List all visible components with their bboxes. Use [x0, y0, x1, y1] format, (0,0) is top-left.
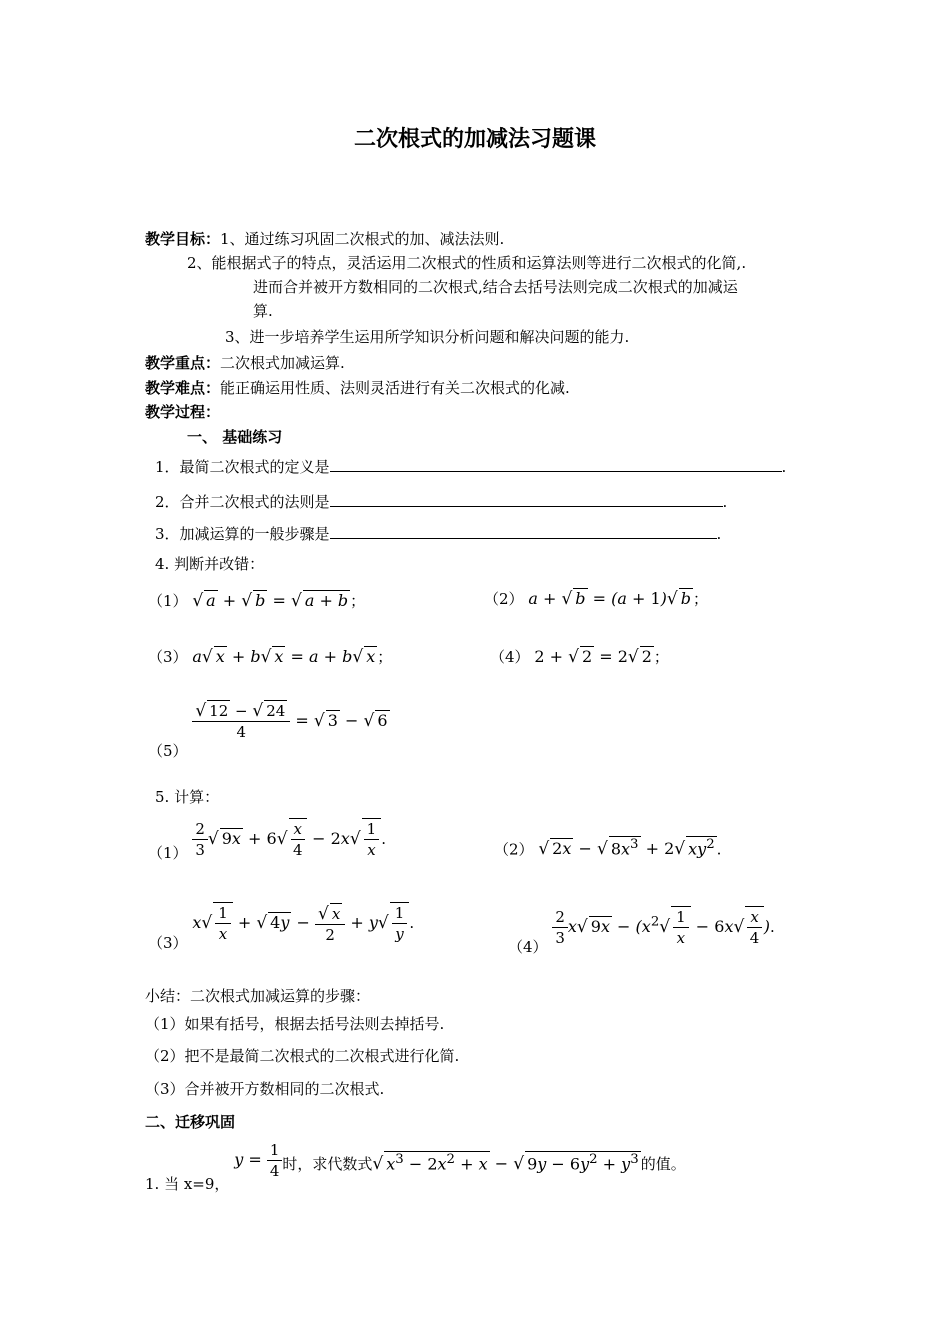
process-label: 教学过程： [145, 403, 221, 421]
objective-2-line3: 算. [253, 302, 273, 320]
summary-heading: 小结：二次根式加减运算的步骤： [145, 987, 371, 1005]
q4-item-4-label: （4） [490, 648, 530, 666]
q4-item-1: （1） √ a + √ b = √ a + b ； [148, 591, 366, 611]
objectives-label: 教学目标： [145, 230, 221, 248]
objective-3: 3、进一步培养学生运用所学知识分析问题和解决问题的能力. [225, 328, 630, 346]
question-1 [155, 456, 786, 477]
summary-step-3: （3）合并被开方数相同的二次根式. [145, 1080, 385, 1098]
q5-item-4: （4） $\frac{2}{3}$ x√ $9x - (x^2√$ $\frac{1}{x}$ − 6x√ $\frac{x}{4}$ ). [508, 908, 775, 956]
question-2 [155, 491, 727, 512]
question-4: 4. 判断并改错： [155, 555, 265, 573]
question-3 [155, 523, 721, 544]
period: . [722, 493, 728, 511]
q5-item-3-label: （3） [148, 934, 188, 952]
summary-step-1: （1）如果有括号，根据去括号法则去掉括号. [145, 1015, 445, 1033]
answer-blank-2[interactable] [330, 492, 723, 507]
key-point-text: 二次根式加减运算. [220, 354, 345, 372]
q4-item-5-label: （5） [148, 741, 188, 760]
q4-item-3-formula: a√ x + b√ x = a + b√ x [192, 647, 376, 667]
page-title: 二次根式的加减法习题课 [353, 127, 596, 152]
summary-step-2: （2）把不是最简二次根式的二次根式进行化简. [145, 1047, 460, 1065]
objective-1: 1、通过练习巩固二次根式的加、减法法则. [220, 230, 505, 248]
question-1-text: 1．最简二次根式的定义是 [155, 458, 330, 476]
question-3-text: 3．加减运算的一般步骤是 [155, 525, 330, 543]
objective-2-line1: 2、能根据式子的特点，灵活运用二次根式的性质和运算法则等进行二次根式的化简,. [187, 254, 747, 272]
section1-heading: 一、 基础练习 [187, 428, 283, 446]
q5-item-2: （2） √ 2x − √ $8x^3 + 2√$ $xy^2$ . [494, 837, 722, 860]
difficulty-label: 教学难点： [145, 379, 221, 397]
q5-item-3: （3） x√ $\frac{1}{x}$ + √ 4y − $\frac{√ x}{2}$ + y√ $\frac{1}{y}$ . [148, 903, 415, 952]
q4-item-2-label: （2） [484, 590, 524, 608]
q4-item-1-label: （1） [148, 592, 188, 610]
q4-item-2: （2） a + √ b = (a + 1)√ b ； [484, 589, 709, 609]
q5-item-3-formula: x√ $\frac{1}{x}$ + √ 4y − $\frac{√ x}{2}$ + y√ $\frac{1}{y}$ [192, 913, 409, 932]
q5-item-4-formula: $\frac{2}{3}$ x√ $9x - (x^2√$ $\frac{1}{x}$ − 6x√ $\frac{x}{4}$ ) [552, 917, 770, 936]
q5-item-1-label: （1） [148, 844, 188, 862]
section2-heading: 二、迁移巩固 [145, 1113, 236, 1131]
section2-q1-suffix: 的值。 [640, 1155, 686, 1173]
period: . [716, 525, 722, 543]
period: . [781, 458, 787, 476]
q4-item-4-formula: 2 + √ 2 = 2√ 2 [534, 647, 652, 667]
q5-item-1: （1） $\frac{2}{3}$ √ 9x + 6√ $\frac{x}{4}$ − 2x√ $\frac{1}{x}$ . [148, 820, 386, 862]
key-point-label: 教学重点： [145, 354, 221, 372]
difficulty [145, 377, 570, 398]
objectives-line1 [145, 228, 504, 249]
question-5: 5. 计算： [155, 788, 220, 806]
answer-blank-3[interactable] [330, 524, 717, 539]
section2-question-1 [145, 1140, 686, 1193]
objective-2-line2: 进而合并被开方数相同的二次根式,结合去括号法则完成二次根式的加减运 [253, 278, 738, 296]
q4-item-2-formula: a + √ b = (a + 1)√ b [528, 589, 692, 609]
q5-item-1-formula: $\frac{2}{3}$ √ 9x + 6√ $\frac{x}{4}$ − 2x√ $\frac{1}{x}$ [192, 829, 381, 848]
difficulty-text: 能正确运用性质、法则灵活进行有关二次根式的化减. [220, 379, 570, 397]
section2-q1-prefix: 1. 当 x=9， [145, 1175, 230, 1193]
q4-item-3: （3） a√ x + b√ x = a + b√ x ； [148, 647, 393, 667]
question-2-text: 2．合并二次根式的法则是 [155, 493, 330, 511]
expression-formula: √ $x^3 - 2x^2 + x$ − √ $9y - 6y^2 + y^3$ [372, 1151, 639, 1174]
q5-item-2-formula: √ 2x − √ $8x^3 + 2√$ $xy^2$ [538, 837, 715, 860]
y-value-formula: y = $\frac{1}{4}$ [234, 1150, 282, 1169]
q4-item-4: （4） 2 + √ 2 = 2√ 2 ； [490, 647, 669, 667]
answer-blank-1[interactable] [330, 457, 782, 472]
section2-q1-mid: 时，求代数式 [282, 1155, 373, 1173]
q4-item-5-formula: $\frac{√ 12 - √ 24}{4}$ = √ 3 − √ 6 [192, 711, 389, 730]
key-point [145, 352, 345, 373]
q4-item-5 [148, 700, 390, 760]
q4-item-1-formula: √ a + √ b = √ a + b [192, 591, 349, 611]
q5-item-2-label: （2） [494, 840, 534, 859]
q4-item-3-label: （3） [148, 648, 188, 666]
q5-item-4-label: （4） [508, 938, 548, 956]
